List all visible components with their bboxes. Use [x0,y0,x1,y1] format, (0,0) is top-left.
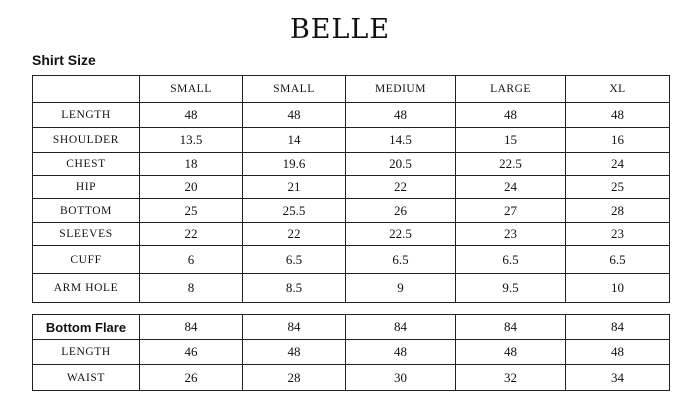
table-cell: 8.5 [243,274,346,303]
table-cell: 48 [456,103,566,128]
table-row [33,274,670,303]
table-row [33,153,670,176]
row-label: SLEEVES [33,223,140,246]
table-cell: 48 [243,340,346,365]
row-label: LENGTH [33,103,140,128]
table-cell: 16 [566,128,670,153]
table-cell: 84 [566,315,670,340]
table-cell: 48 [346,340,456,365]
table-cell: 6.5 [243,246,346,274]
table-cell: 22 [243,223,346,246]
table-row [33,365,670,391]
table-row [33,176,670,199]
table-cell: 48 [566,103,670,128]
table-cell: 46 [140,340,243,365]
table-cell: 48 [346,103,456,128]
table-cell: 48 [243,103,346,128]
header-cell-xl: XL [566,76,670,103]
table-cell: 26 [140,365,243,391]
row-label: HIP [33,176,140,199]
table-cell: 20.5 [346,153,456,176]
table-cell: 27 [456,199,566,223]
size-chart-table [32,75,670,303]
table-cell: 19.6 [243,153,346,176]
row-label: SHOULDER [33,128,140,153]
table-cell: 6 [140,246,243,274]
table-cell: 23 [456,223,566,246]
table-cell: 48 [456,340,566,365]
table-cell: 22 [140,223,243,246]
table-cell: 6.5 [346,246,456,274]
table-cell: 9 [346,274,456,303]
table-row [33,340,670,365]
table-cell: 28 [243,365,346,391]
table-row [33,223,670,246]
table-row [33,246,670,274]
table-cell: 34 [566,365,670,391]
table-cell: 21 [243,176,346,199]
table-cell: 23 [566,223,670,246]
table-cell: 28 [566,199,670,223]
table-row [33,199,670,223]
table-cell: 25.5 [243,199,346,223]
table-cell: 15 [456,128,566,153]
table-cell: 9.5 [456,274,566,303]
row-label: Bottom Flare [33,315,140,340]
table-cell: 22 [346,176,456,199]
header-cell-medium: MEDIUM [346,76,456,103]
table-cell: 30 [346,365,456,391]
row-label: CUFF [33,246,140,274]
table-cell: 24 [456,176,566,199]
bottom-flare-table [32,314,670,391]
table-cell: 14 [243,128,346,153]
table-cell: 48 [140,103,243,128]
table-cell: 26 [346,199,456,223]
table-row [33,103,670,128]
table-cell: 22.5 [346,223,456,246]
row-label: LENGTH [33,340,140,365]
table-cell: 8 [140,274,243,303]
table-cell: 20 [140,176,243,199]
table-cell: 84 [140,315,243,340]
table-cell: 22.5 [456,153,566,176]
header-cell-small-2: SMALL [243,76,346,103]
table-cell: 25 [566,176,670,199]
section-title: Shirt Size [32,52,96,68]
table-row [33,315,670,340]
header-row [33,76,670,103]
row-label: CHEST [33,153,140,176]
row-label: WAIST [33,365,140,391]
table-cell: 84 [346,315,456,340]
table-cell: 24 [566,153,670,176]
table-cell: 6.5 [456,246,566,274]
row-label: ARM HOLE [33,274,140,303]
table-cell: 14.5 [346,128,456,153]
table-cell: 32 [456,365,566,391]
table-row [33,128,670,153]
table-cell: 25 [140,199,243,223]
table-cell: 13.5 [140,128,243,153]
table-cell: 84 [243,315,346,340]
table-cell: 84 [456,315,566,340]
table-cell: 6.5 [566,246,670,274]
header-cell-small: SMALL [140,76,243,103]
table-cell: 48 [566,340,670,365]
table-cell: 10 [566,274,670,303]
table-cell: 18 [140,153,243,176]
brand-title: BELLE [289,14,391,45]
row-label: BOTTOM [33,199,140,223]
header-cell-empty [33,76,140,103]
header-cell-large: LARGE [456,76,566,103]
